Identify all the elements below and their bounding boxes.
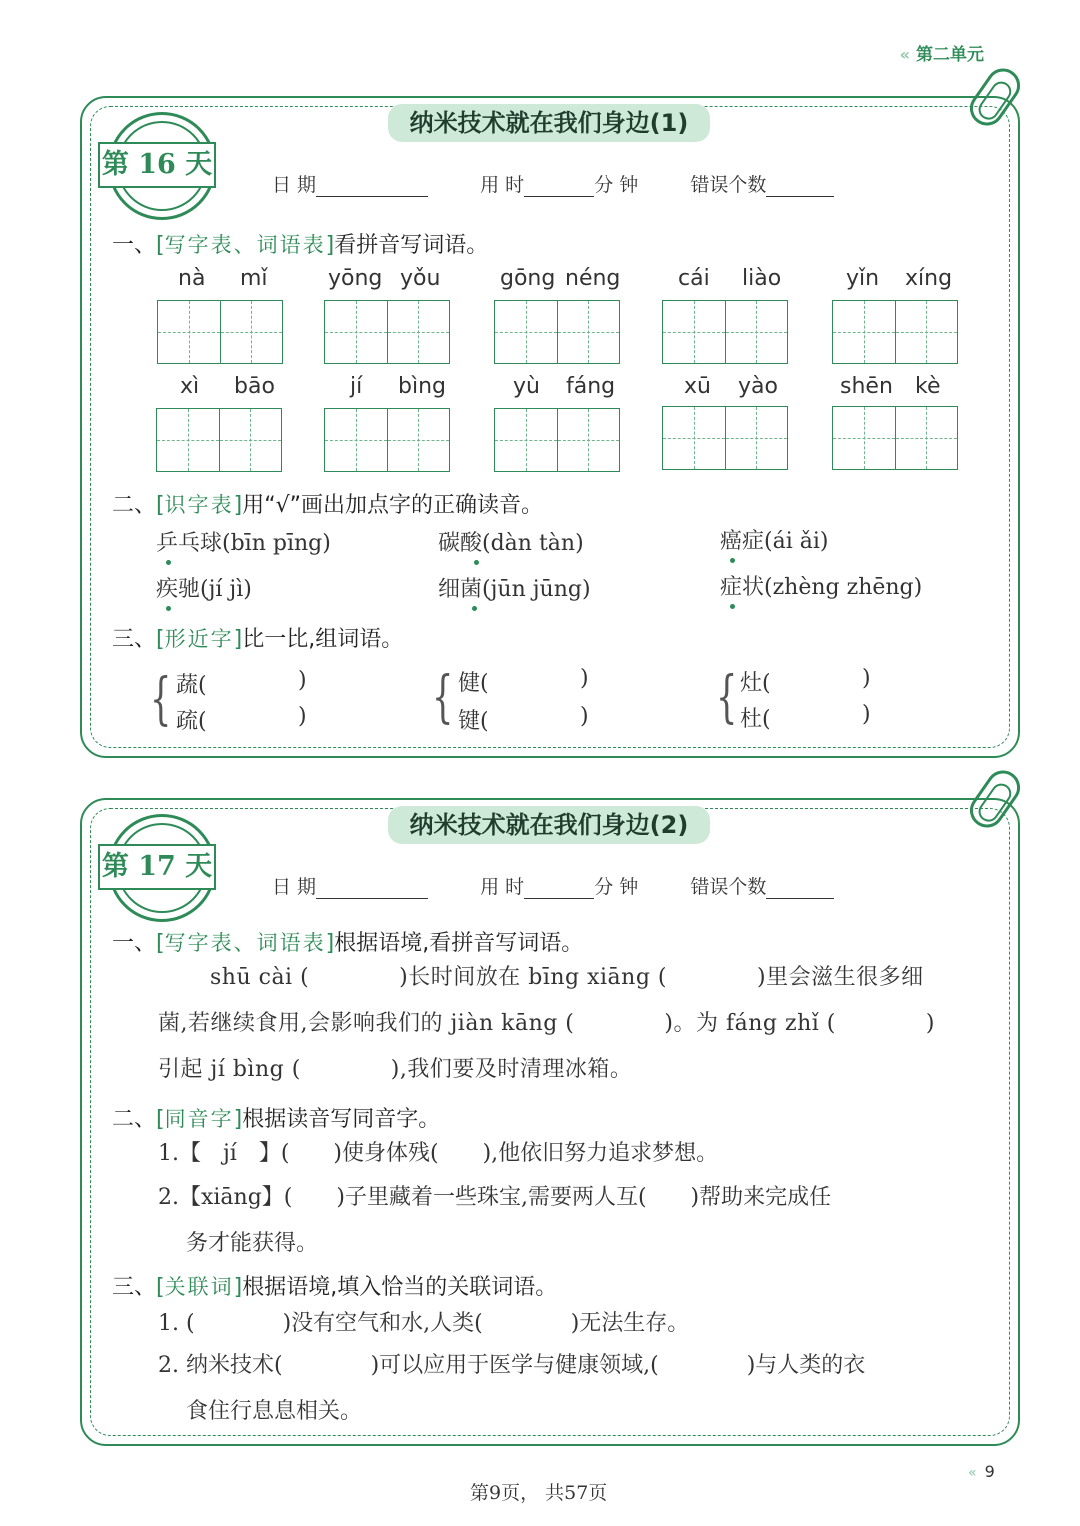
error-label: 错误个数 <box>690 174 767 196</box>
answer-blank[interactable]: ) <box>298 704 307 729</box>
reading-item[interactable]: 碳酸(dàn tàn) <box>438 531 584 556</box>
day17-title: 纳米技术就在我们身边(2) <box>388 806 710 844</box>
chevron-left-icon: « <box>968 1465 977 1481</box>
day16-badge: 第 16 天 <box>98 142 216 188</box>
question-1[interactable]: 1. ( )没有空气和水,人类( )无法生存。 <box>158 1311 690 1336</box>
day17-s3-heading: 三、[关联词]根据语境,填入恰当的关联词语。 <box>112 1275 558 1300</box>
reading-item[interactable]: 细菌(jūn jūng) <box>438 577 591 602</box>
pinyin: bāo <box>234 374 275 399</box>
section-instruction: 根据语境,看拼音写词语。 <box>334 931 584 956</box>
section-tag: 写字表、词语表 <box>164 233 326 257</box>
answer-blank[interactable]: ) <box>862 702 871 727</box>
char-pair: 灶( <box>740 671 771 696</box>
time-label: 用 时 <box>480 876 525 898</box>
question-2[interactable]: 2.【xiāng】( )子里藏着一些珠宝,需要两人互( )帮助来完成任 <box>158 1185 832 1210</box>
section-tag: 写字表、词语表 <box>164 931 326 955</box>
pinyin: yōng <box>328 266 383 291</box>
char-pair: 健( <box>458 671 489 696</box>
day17-s1-heading: 一、[写字表、词语表]根据语境,看拼音写词语。 <box>112 931 584 956</box>
section-instruction: 用“√”画出加点字的正确读音。 <box>242 493 544 518</box>
pinyin: nà <box>178 266 206 291</box>
reading-item[interactable]: 疾驰(jí jì) <box>156 577 252 602</box>
pinyin: bìng <box>398 374 446 399</box>
day16-s2-heading: 二、[识字表]用“√”画出加点字的正确读音。 <box>112 493 544 518</box>
day17-badge: 第 17 天 <box>98 844 216 890</box>
error-label: 错误个数 <box>690 876 767 898</box>
pinyin: néng <box>565 266 621 291</box>
section-instruction: 根据语境,填入恰当的关联词语。 <box>242 1275 558 1300</box>
pinyin: gōng <box>500 266 556 291</box>
pinyin: shēn <box>840 374 893 399</box>
pinyin: xì <box>180 374 200 399</box>
writing-grid[interactable] <box>494 300 620 364</box>
error-field[interactable] <box>766 177 834 197</box>
writing-grid[interactable] <box>832 406 958 470</box>
day16-meta <box>272 170 872 197</box>
char-pair: 键( <box>458 709 489 734</box>
pinyin: yǐn <box>846 266 880 291</box>
brace-icon: { <box>150 667 172 732</box>
pinyin: jí <box>350 374 363 399</box>
section-instruction: 看拼音写词语。 <box>334 233 489 258</box>
page-number-text: 9 <box>984 1462 995 1481</box>
section-tag: 识字表 <box>164 493 234 517</box>
section-number: 三、 <box>112 627 157 652</box>
time-label: 用 时 <box>480 174 525 196</box>
question-2[interactable]: 2. 纳米技术( )可以应用于医学与健康领域,( )与人类的衣 <box>158 1353 866 1378</box>
answer-blank[interactable]: ) <box>580 704 589 729</box>
error-field[interactable] <box>766 879 834 899</box>
date-label: 日 期 <box>272 174 317 196</box>
time-unit: 分 钟 <box>594 876 639 898</box>
emphasis-dot <box>166 560 171 565</box>
emphasis-dot <box>166 606 171 611</box>
pinyin: yào <box>738 374 778 399</box>
reading-item[interactable]: 癌症(ái ǎi) <box>720 529 829 554</box>
question-2-cont: 食住行息息相关。 <box>186 1399 363 1424</box>
char-pair: 蔬( <box>176 673 207 698</box>
section-instruction: 比一比,组词语。 <box>242 627 404 652</box>
date-field[interactable] <box>316 177 428 197</box>
section-tag: 关联词 <box>164 1275 234 1299</box>
writing-grid[interactable] <box>156 408 282 472</box>
pinyin: fáng <box>566 374 616 399</box>
day17-s2-heading: 二、[同音字]根据读音写同音字。 <box>112 1107 441 1132</box>
day16-s1-heading: 一、[写字表、词语表]看拼音写词语。 <box>112 233 489 258</box>
passage-line[interactable]: 引起 jí bìng ( ),我们要及时清理冰箱。 <box>158 1057 633 1082</box>
passage-line[interactable]: shū cài ( )长时间放在 bīng xiāng ( )里会滋生很多细 <box>210 965 924 990</box>
reading-item[interactable]: 乒乓球(bīn pīng) <box>156 531 331 556</box>
answer-blank[interactable]: ) <box>298 668 307 693</box>
section-tag: 同音字 <box>164 1107 234 1131</box>
section-number: 三、 <box>112 1275 157 1300</box>
chevron-left-icon: « <box>899 45 910 64</box>
day16-title: 纳米技术就在我们身边(1) <box>388 104 710 142</box>
passage-line[interactable]: 菌,若继续食用,会影响我们的 jiàn kāng ( )。为 fáng zhǐ ( ) <box>158 1011 935 1036</box>
question-1[interactable]: 1.【 jí 】( )使身体残( ),他依旧努力追求梦想。 <box>158 1141 719 1166</box>
section-instruction: 根据读音写同音字。 <box>242 1107 441 1132</box>
time-field[interactable] <box>524 879 594 899</box>
emphasis-dot <box>472 606 477 611</box>
reading-item[interactable]: 症状(zhèng zhēng) <box>720 575 923 600</box>
pinyin: xū <box>684 374 711 399</box>
section-number: 二、 <box>112 1107 157 1132</box>
date-label: 日 期 <box>272 876 317 898</box>
emphasis-dot <box>474 560 479 565</box>
char-pair: 杜( <box>740 707 771 732</box>
writing-grid[interactable] <box>832 300 958 364</box>
writing-grid[interactable] <box>494 408 620 472</box>
date-field[interactable] <box>316 879 428 899</box>
pinyin: xíng <box>905 266 953 291</box>
section-number: 一、 <box>112 931 157 956</box>
writing-grid[interactable] <box>157 300 283 364</box>
brace-icon: { <box>716 665 738 730</box>
section-number: 一、 <box>112 233 157 258</box>
char-pair: 疏( <box>176 709 207 734</box>
page-number <box>968 1462 995 1481</box>
answer-blank[interactable]: ) <box>580 666 589 691</box>
day17-meta <box>272 872 872 899</box>
section-number: 二、 <box>112 493 157 518</box>
unit-label-text: 第二单元 <box>916 45 984 65</box>
brace-icon: { <box>432 665 454 730</box>
emphasis-dot <box>730 558 735 563</box>
section-tag: 形近字 <box>164 627 234 651</box>
writing-grid[interactable] <box>324 300 450 364</box>
time-field[interactable] <box>524 177 594 197</box>
page-footer: 第9页， 共57页 <box>470 1482 608 1504</box>
answer-blank[interactable]: ) <box>862 666 871 691</box>
writing-grid[interactable] <box>324 408 450 472</box>
pinyin: liào <box>742 266 782 291</box>
writing-grid[interactable] <box>662 406 788 470</box>
unit-label <box>900 40 984 65</box>
question-2-cont: 务才能获得。 <box>186 1231 319 1256</box>
day16-s3-heading: 三、[形近字]比一比,组词语。 <box>112 627 404 652</box>
emphasis-dot <box>730 604 735 609</box>
writing-grid[interactable] <box>662 300 788 364</box>
pinyin: cái <box>678 266 710 291</box>
pinyin: kè <box>915 374 941 399</box>
pinyin: yù <box>513 374 540 399</box>
pinyin: mǐ <box>240 266 268 291</box>
time-unit: 分 钟 <box>594 174 639 196</box>
pinyin: yǒu <box>400 266 441 291</box>
